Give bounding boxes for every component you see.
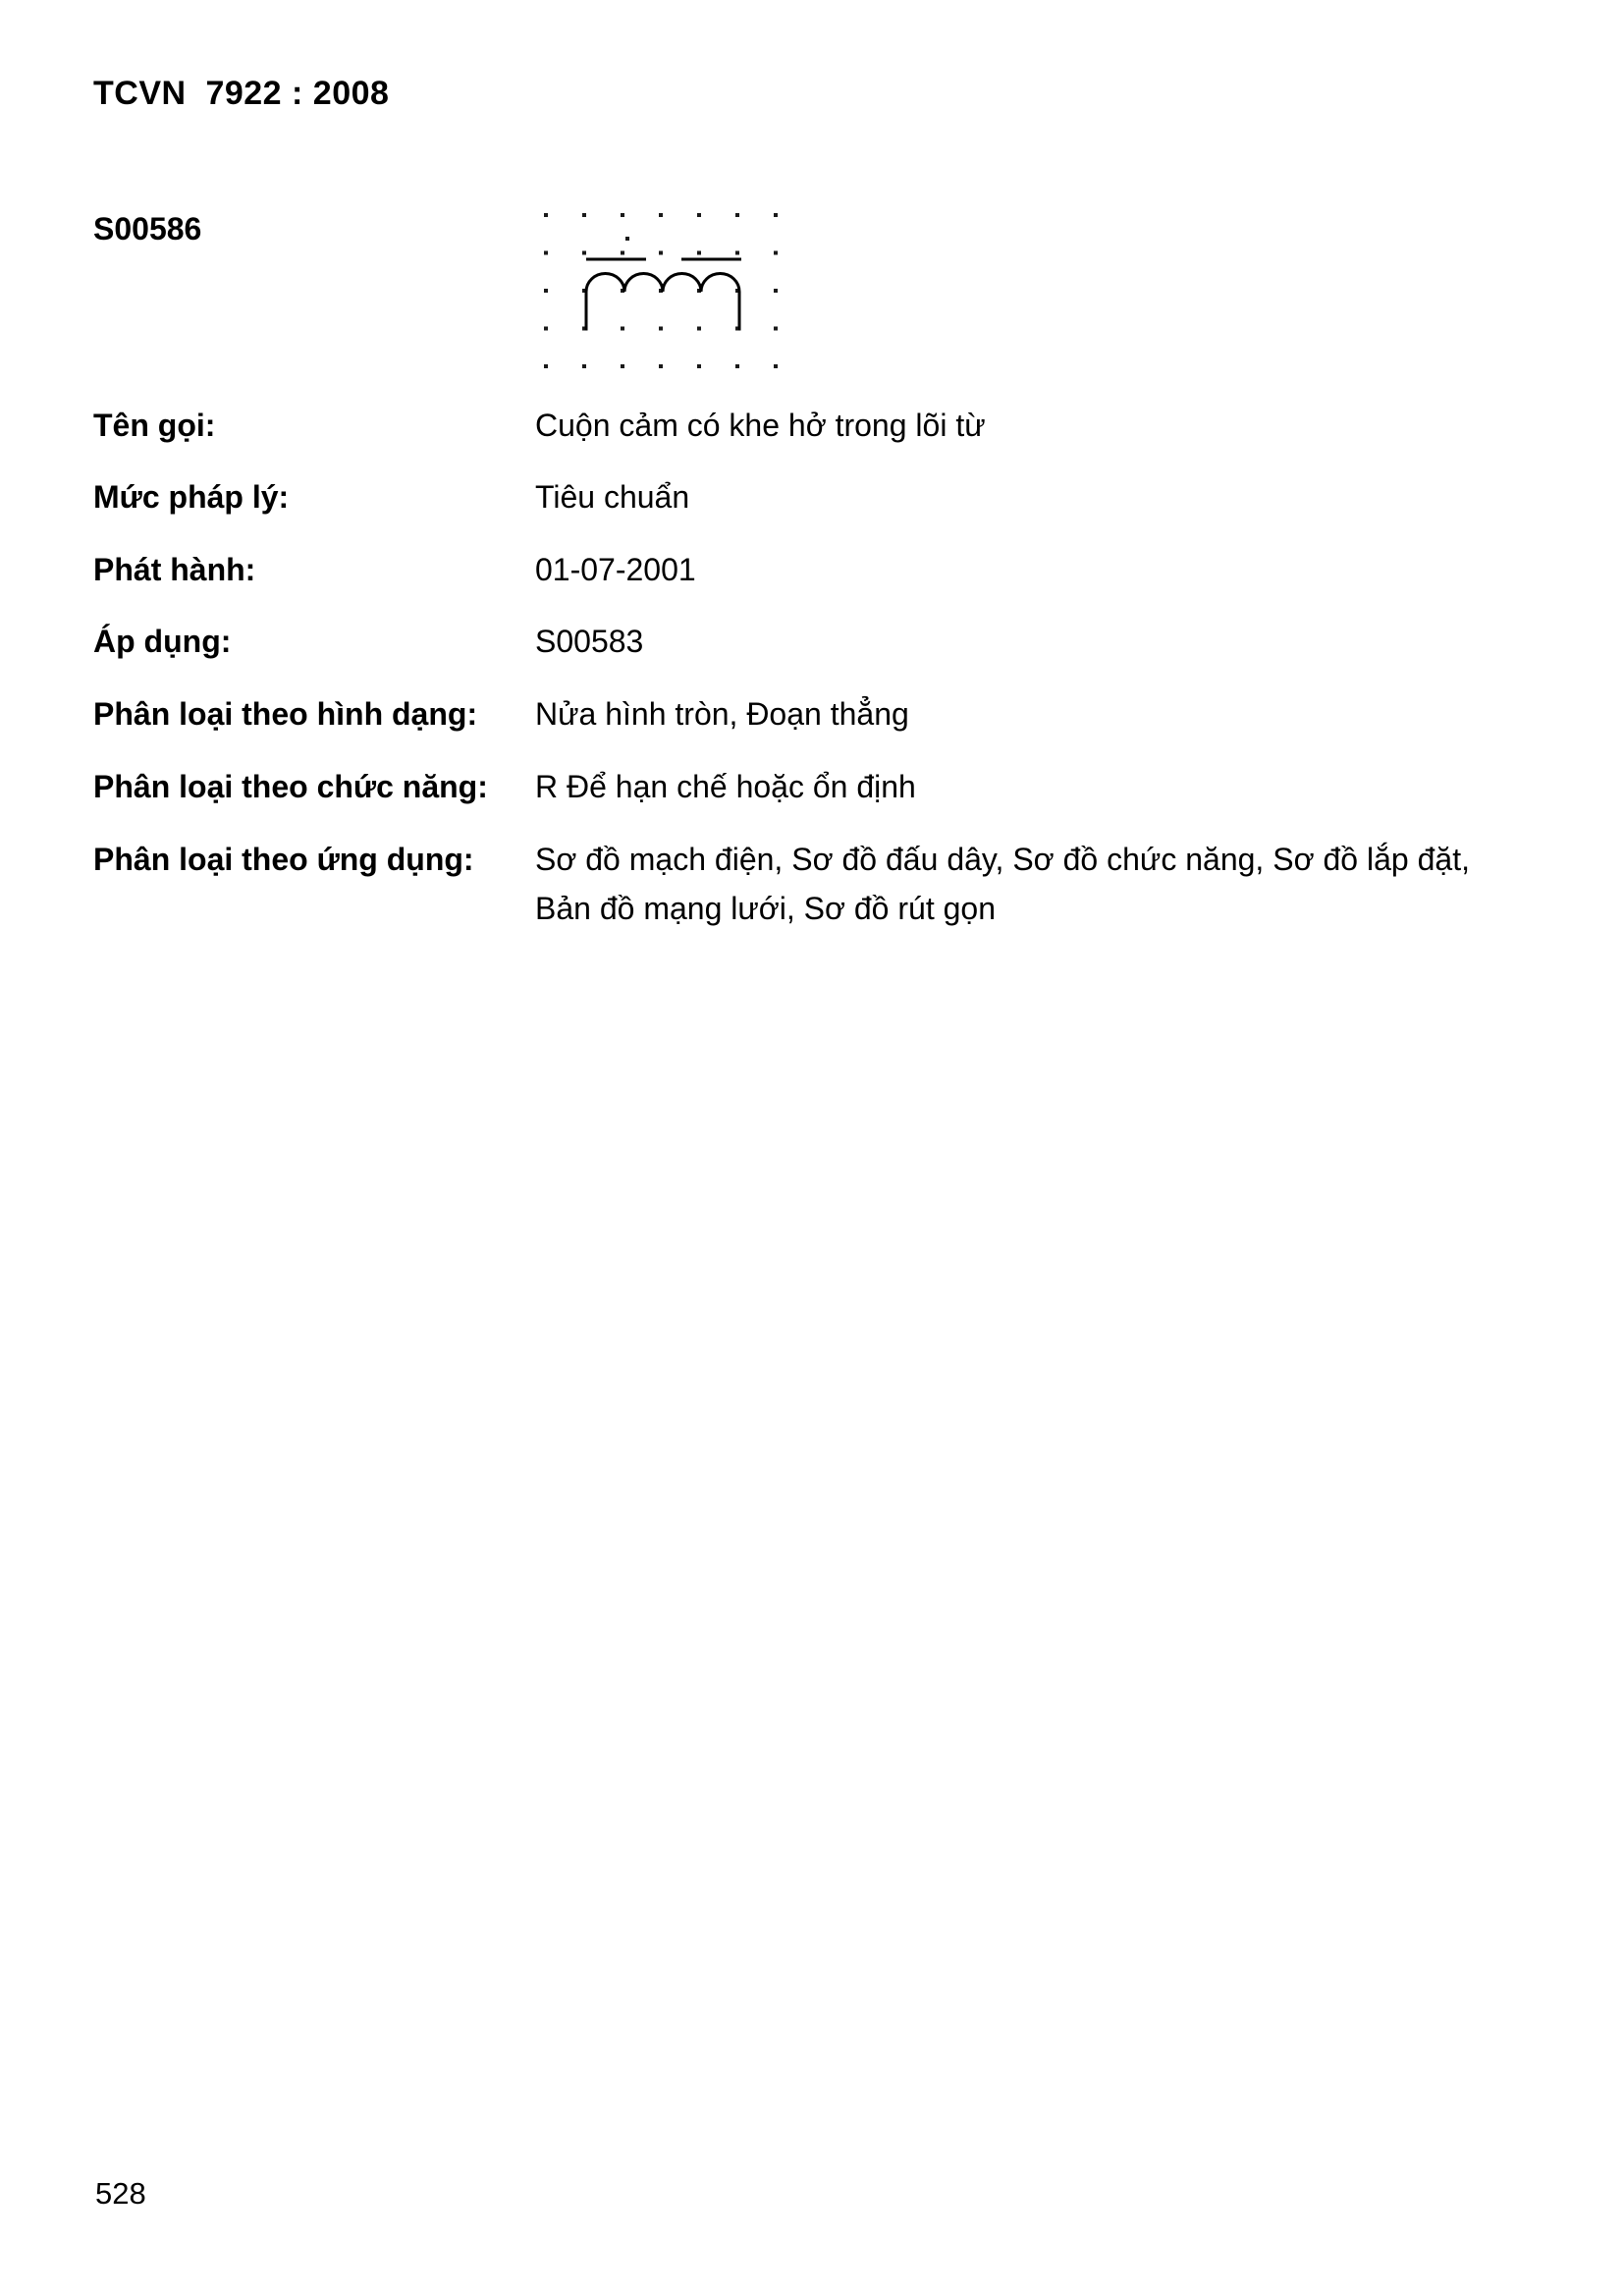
field-label: Phát hành: xyxy=(93,552,256,587)
field-value: Cuộn cảm có khe hở trong lõi từ xyxy=(535,408,986,443)
field-value: R Để hạn chế hoặc ổn định xyxy=(535,769,916,804)
symbol-id: S00586 xyxy=(93,211,202,246)
field-value-line: Bản đồ mạng lưới, Sơ đồ rút gọn xyxy=(535,891,996,926)
inductor-core-gap-symbol-figure xyxy=(533,196,798,383)
field-value: 01-07-2001 xyxy=(535,552,696,587)
page-number: 528 xyxy=(95,2176,146,2211)
grid-dots xyxy=(544,213,778,368)
field-label: Áp dụng: xyxy=(93,624,232,659)
field-value: Nửa hình tròn, Đoạn thẳng xyxy=(535,696,909,732)
inductor-symbol-drawing xyxy=(533,196,798,383)
document-title: TCVN 7922 : 2008 xyxy=(93,75,390,112)
field-label: Phân loại theo chức năng: xyxy=(93,769,488,804)
field-label: Phân loại theo ứng dụng: xyxy=(93,842,474,877)
field-label: Phân loại theo hình dạng: xyxy=(93,696,478,732)
field-value xyxy=(535,835,1470,933)
field-label: Tên gọi: xyxy=(93,408,216,443)
field-value-line: Sơ đồ mạch điện, Sơ đồ đấu dây, Sơ đồ chức năng, Sơ đồ lắp đặt, xyxy=(535,842,1470,877)
coil-winding-path xyxy=(586,274,739,330)
field-label: Mức pháp lý: xyxy=(93,479,290,515)
field-value: S00583 xyxy=(535,624,644,659)
field-value: Tiêu chuẩn xyxy=(535,479,690,515)
